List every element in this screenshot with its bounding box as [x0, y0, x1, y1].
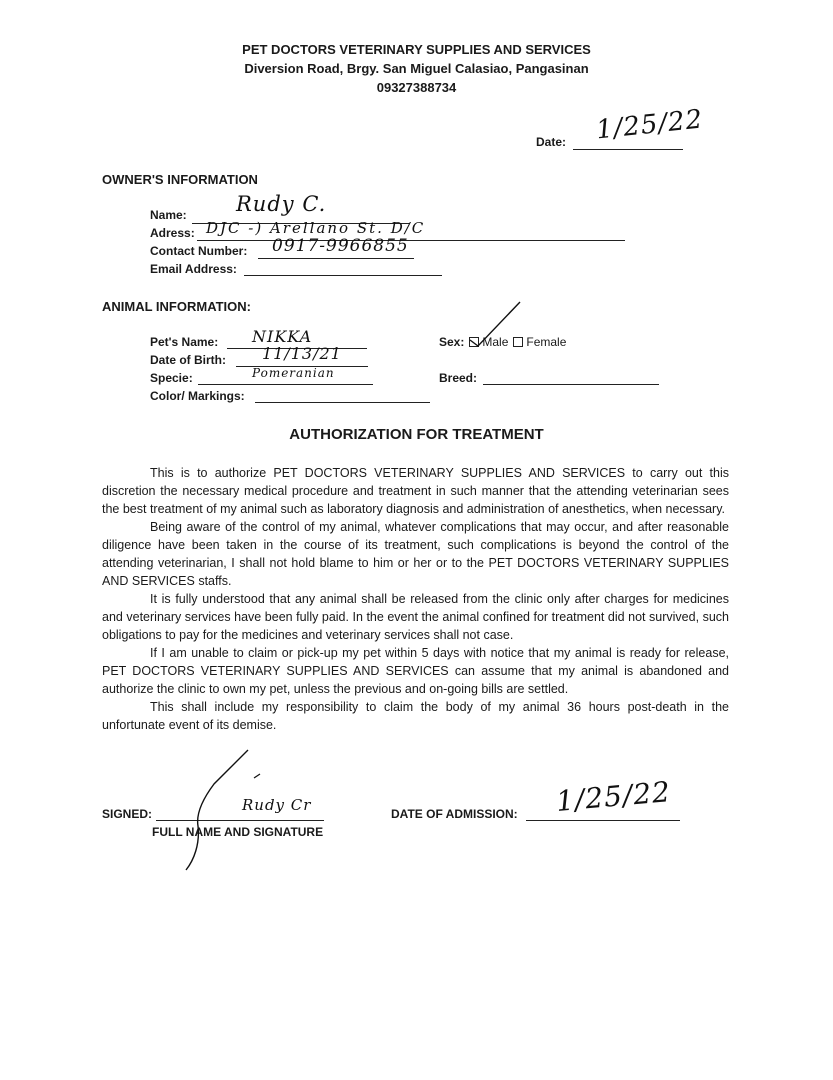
owner-email-line: [244, 275, 442, 276]
admission-date-value: 1/25/22: [554, 775, 673, 818]
date-value: 1/25/22: [594, 104, 705, 146]
owner-contact-line: [258, 258, 414, 259]
date-label: Date:: [536, 135, 567, 149]
owner-name-value: Rudy C.: [236, 192, 327, 216]
animal-section-title: ANIMAL INFORMATION:: [102, 299, 251, 314]
dob-value: 11/13/21: [262, 344, 342, 363]
authorization-paragraph: It is fully understood that any animal shall be released from the clinic only after charges for medicines and veterinary services have been fully paid. In the event the animal confined for treatment did not survived, such obligations to pay for the medicines and veterinary services shall not case.: [102, 592, 729, 642]
dob-label: Date of Birth:: [150, 353, 226, 367]
signature-caption: FULL NAME AND SIGNATURE: [152, 825, 324, 839]
authorization-body: [102, 464, 729, 734]
authorization-paragraph: If I am unable to claim or pick-up my pet within 5 days with notice that my animal is ready for release, PET DOCTORS VETERINARY SUPPLIES AND SERVICES can assume that my animal is abandoned and authorize the clinic to own my pet, unless the previous and on-going bills are settled.: [102, 646, 729, 696]
authorization-paragraph: Being aware of the control of my animal, whatever complications that may occur, and after reasonable diligence have been taken in the course of its treatment, such complications is beyond the control of the attending veterinarian, I shall not hold blame to him or her or to the PET DOCTORS VETERINARY SUPPLIES AND SERVICES staffs.: [102, 520, 729, 588]
female-option-label: Female: [526, 335, 567, 349]
owner-address-label: Adress:: [150, 226, 195, 240]
specie-line: [198, 384, 373, 385]
authorization-title: AUTHORIZATION FOR TREATMENT: [289, 426, 544, 443]
color-markings-line: [255, 402, 430, 403]
authorization-paragraph: This is to authorize PET DOCTORS VETERINARY SUPPLIES AND SERVICES to carry out this discretion the necessary medical procedure and treatment in such manner that the attending veterinarian sees the best treatment of my animal such as laboratory diagnosis and administration of anesthetics, when necessary.: [102, 466, 729, 516]
letterhead: [0, 40, 833, 97]
owner-email-label: Email Address:: [150, 262, 237, 276]
admission-label: DATE OF ADMISSION:: [391, 807, 518, 821]
authorization-paragraph: This shall include my responsibility to claim the body of my animal 36 hours post-death in the unfortunate event of its demise.: [102, 700, 729, 732]
owner-address-line: [197, 240, 625, 241]
admission-line: [526, 820, 680, 821]
company-name: PET DOCTORS VETERINARY SUPPLIES AND SERVICES: [242, 42, 591, 57]
color-markings-label: Color/ Markings:: [150, 389, 245, 403]
pet-name-label: Pet's Name:: [150, 335, 219, 349]
specie-label: Specie:: [150, 371, 193, 385]
breed-line: [483, 384, 659, 385]
handwritten-signature: [176, 748, 266, 873]
owner-address-value: DJC -) Arellano St. D/C: [206, 219, 426, 237]
sex-label: Sex:: [439, 335, 465, 349]
company-phone: 09327388734: [376, 80, 457, 95]
owner-section-title: OWNER'S INFORMATION: [102, 172, 258, 187]
pet-name-value: NIKKA: [252, 327, 313, 346]
date-line: [573, 149, 683, 150]
male-option-label: Male: [482, 335, 509, 349]
male-check-mark: [462, 300, 522, 350]
owner-contact-label: Contact Number:: [150, 244, 248, 258]
company-address: Diversion Road, Brgy. San Miguel Calasiao, Pangasinan: [244, 61, 589, 76]
signer-name-value: Rudy Cr: [242, 796, 312, 814]
signed-label: SIGNED:: [102, 807, 153, 821]
owner-name-label: Name:: [150, 208, 187, 222]
specie-value: Pomeranian: [252, 366, 335, 380]
breed-label: Breed:: [439, 371, 478, 385]
owner-contact-value: 0917-9966855: [272, 236, 409, 256]
